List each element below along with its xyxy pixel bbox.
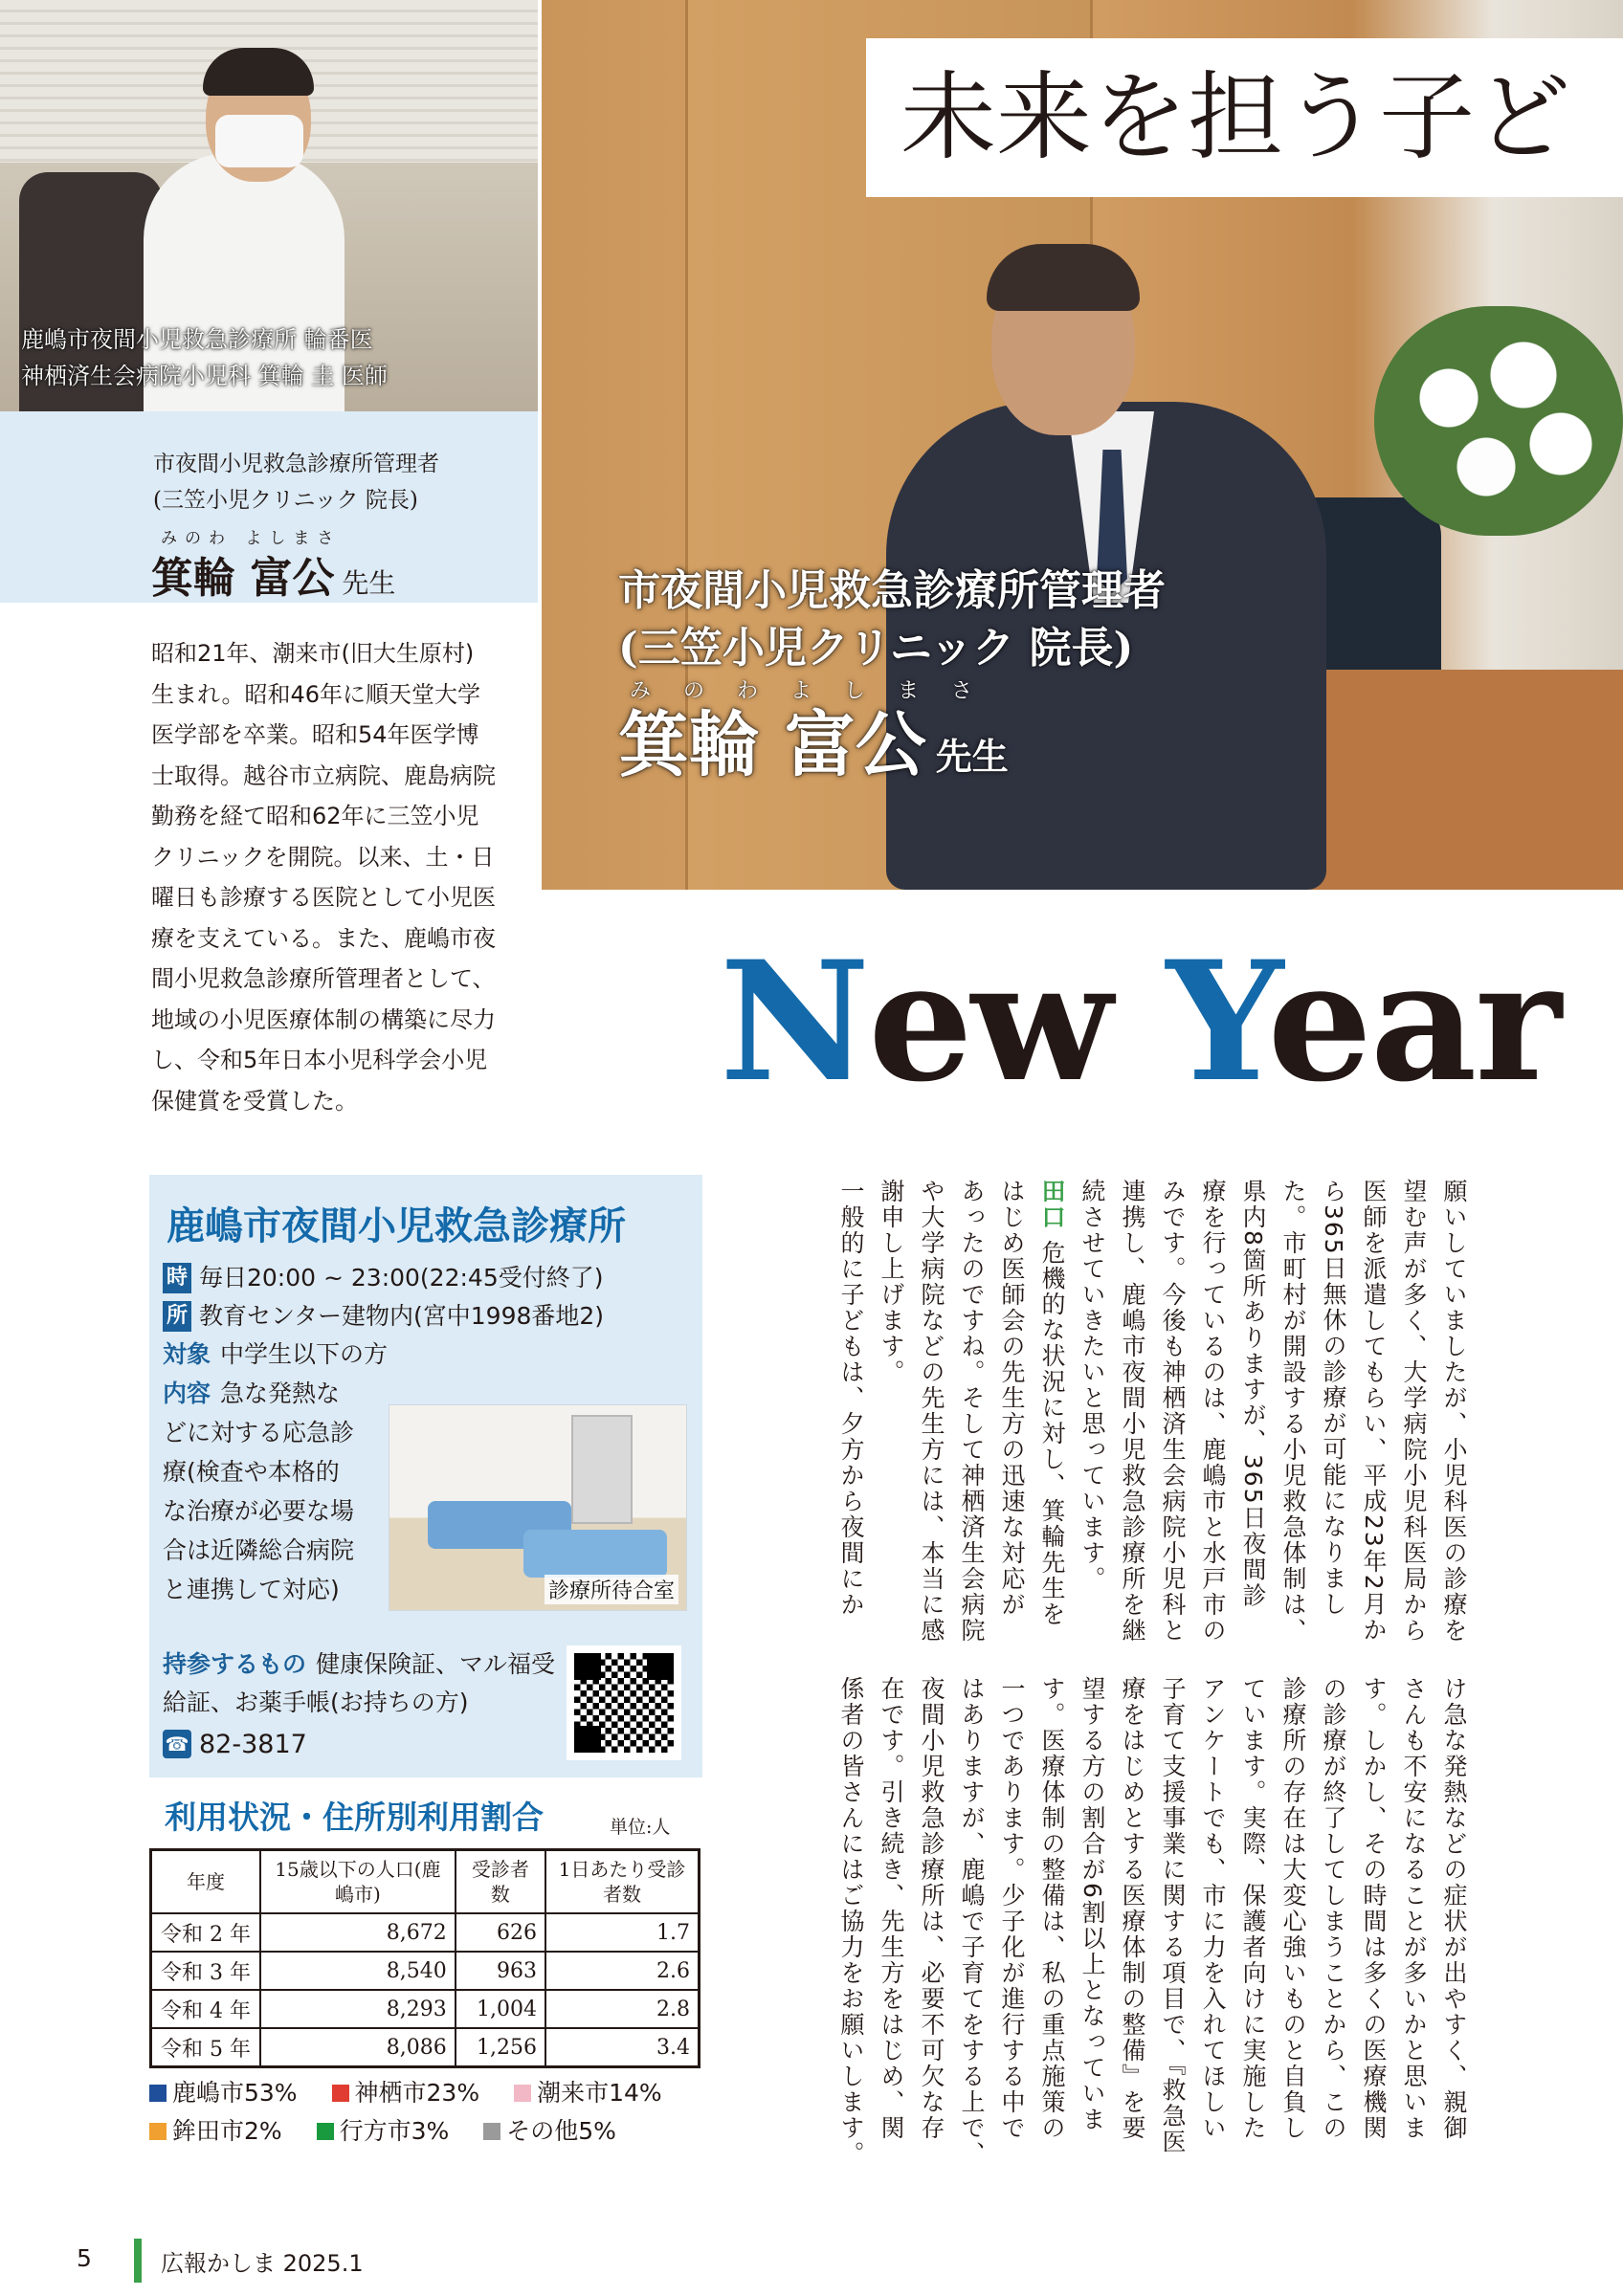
clinic-phone-number: 82-3817 [199, 1730, 307, 1759]
legend-label: 潮来市14% [537, 2079, 662, 2107]
article-line: す。医療体制の整備は、私の重点施策の [1038, 1676, 1066, 2141]
new-year-ear: ear [1267, 924, 1560, 1118]
table-cell: 令和 5 年 [151, 2028, 261, 2067]
doctor-photo [0, 0, 538, 411]
article-line: みです。今後も神栖済生会病院小児科と [1159, 1179, 1187, 1644]
table-cell: 8,540 [260, 1952, 456, 1990]
legend-item [149, 2112, 282, 2151]
article-line: 一般的に子どもは、夕方から夜間にか [837, 1179, 865, 1618]
qr-code-pattern [574, 1653, 674, 1753]
table-cell: 2.6 [545, 1952, 700, 1990]
article-line: た。市町村が開設する小児救急体制は、 [1279, 1179, 1307, 1644]
clinic-content-text: 急な発熱などに対する応急診療(検査や本格的な治療が必要な場合は近隣総合病院と連携して対応) [163, 1380, 355, 1603]
article-line: や大学病院などの先生方には、本当に感 [918, 1179, 945, 1644]
clinic-target-label: 対象 [163, 1340, 211, 1368]
profile-name-text: 箕輪 富公 [151, 554, 335, 603]
photo-side-table [1298, 670, 1623, 890]
usage-table [149, 1848, 700, 2068]
main-photo-honorific: 先生 [935, 735, 1009, 778]
article-line: ら365日無休の診療が可能になりまし [1320, 1179, 1347, 1618]
table-row [151, 1990, 700, 2028]
profile-role [153, 446, 439, 519]
legend-swatch [149, 2085, 167, 2102]
table-cell: 3.4 [545, 2028, 700, 2067]
clinic-phone [163, 1726, 307, 1764]
photo-door [571, 1415, 633, 1524]
article-line: ています。実際、保護者向けに実施した [1239, 1676, 1267, 2141]
article-line: 係者の皆さんにはご協力をお願いします。 [837, 1676, 865, 2167]
article-line: 連携し、鹿嶋市夜間小児救急診療所を継 [1119, 1179, 1146, 1644]
article-line: あったのですね。そして神栖済生会病院 [958, 1179, 986, 1644]
legend-swatch [483, 2123, 500, 2140]
article-line: 療をはじめとする医療体制の整備』を要 [1119, 1676, 1146, 2141]
clinic-content-label: 内容 [163, 1380, 211, 1407]
clinic-bring-text: 健康保険証、マル福受給証、お薬手帳(お持ちの方) [163, 1650, 556, 1716]
table-cell: 8,293 [260, 1990, 456, 2028]
page-number: 5 [77, 2244, 92, 2272]
usage-header-population: 15歳以下の人口(鹿嶋市) [260, 1850, 456, 1914]
speaker-label: 田口 [1038, 1179, 1066, 1230]
legend-item [149, 2074, 298, 2112]
usage-unit: 単位:人 [610, 1817, 671, 1838]
article-line: 一つであります。少子化が進行する中で [998, 1676, 1026, 2141]
clinic-time-tag: 時 [163, 1263, 191, 1293]
article-line: 医師を派遣してもらい、平成23年2月か [1360, 1179, 1388, 1644]
profile-bio: 昭和21年、潮来市(旧大生原村)生まれ。昭和46年に順天堂大学医学部を卒業。昭和54年医学博士取得。越谷市立病院、鹿島病院勤務を経て昭和62年に三笠小児クリニックを開院。以来、土・日曜日も診療する医院として小児医療を支えている。また、鹿嶋市夜間小児救急診療所管理者として、地域の小児医療体制の構築に尽力し、令和5年日本小児科学会小児保健賞を受賞した。 [151, 640, 496, 1115]
legend-swatch [317, 2123, 334, 2140]
clinic-title: 鹿嶋市夜間小児救急診療所 [167, 1203, 626, 1248]
photo-sofa [523, 1530, 667, 1578]
footer-publication: 広報かしま 2025.1 [161, 2250, 364, 2277]
clinic-info-box [149, 1175, 702, 1777]
main-photo-role-line1: 市夜間小児救急診療所管理者 [618, 566, 1166, 615]
table-row [151, 1913, 700, 1952]
article-line: 在です。引き続き、先生方をはじめ、関 [878, 1676, 905, 2141]
doctor-photo-caption [21, 321, 388, 394]
article-line: 子育て支援事業に関する項目で、『救急医 [1159, 1676, 1187, 2155]
article-line: 療を行っているのは、鹿嶋市と水戸市の [1199, 1179, 1227, 1644]
article-line: アンケートでも、市に力を入れてほしい [1199, 1676, 1227, 2141]
legend-swatch [514, 2085, 531, 2102]
article-line: 願いしていましたが、小児科医の診療を [1440, 1179, 1468, 1644]
article-line: はありますが、鹿嶋で子育てをする上で、 [958, 1676, 986, 2167]
clinic-time: 毎日20:00 ~ 23:00(22:45受付終了) [199, 1264, 604, 1292]
legend-item [514, 2074, 662, 2112]
new-year-n: N [720, 924, 869, 1118]
clinic-place: 教育センター建物内(宮中1998番地2) [199, 1302, 605, 1330]
main-photo-role-line2: (三笠小児クリニック 院長) [618, 624, 1134, 673]
clinic-bring [163, 1645, 565, 1722]
table-cell: 2.8 [545, 1990, 700, 2028]
article-line: 診療所の存在は大変心強いものと自負し [1279, 1676, 1307, 2141]
main-photo-caption [618, 563, 1166, 796]
waiting-room-caption: 診療所待合室 [545, 1575, 678, 1604]
clinic-target [163, 1336, 388, 1374]
article-line: 望む声が多く、大学病院小児科医局から [1400, 1179, 1428, 1644]
table-row [151, 2028, 700, 2067]
main-photo-name [618, 706, 1166, 796]
clinic-bring-label: 持参するもの [163, 1650, 307, 1678]
usage-header-year: 年度 [151, 1850, 261, 1914]
new-year-y: Y [1166, 924, 1268, 1118]
new-year-heading [720, 926, 1560, 1117]
doctor-photo-caption-line1: 鹿嶋市夜間小児救急診療所 輪番医 [21, 326, 373, 353]
article-line: 危機的な状況に対し、箕輪先生を [1038, 1239, 1066, 1627]
footer-accent-bar [134, 2239, 142, 2283]
usage-title: 利用状況・住所別利用割合 [165, 1799, 544, 1836]
table-cell: 1,004 [456, 1990, 545, 2028]
table-cell: 1.7 [545, 1913, 700, 1952]
profile-role-line1: 市夜間小児救急診療所管理者 [153, 452, 439, 476]
main-photo-name-ruby: みのわよしまさ [630, 679, 1006, 703]
usage-header-daily: 1日あたり受診者数 [545, 1850, 700, 1914]
profile-role-line2: (三笠小児クリニック 院長) [153, 488, 418, 513]
clinic-place-tag: 所 [163, 1301, 191, 1332]
usage-legend-row2 [149, 2112, 685, 2151]
new-year-ew: ew [868, 924, 1167, 1118]
usage-header-patients: 受診者数 [456, 1850, 545, 1914]
legend-label: 鹿嶋市53% [172, 2079, 298, 2107]
profile-honorific: 先生 [342, 567, 396, 599]
clinic-content [163, 1374, 354, 1609]
legend-swatch [149, 2123, 167, 2140]
clinic-hours [163, 1259, 604, 1297]
article-line: さんも不安になることが多いかと思いま [1400, 1676, 1428, 2141]
article-line: 望する方の割合が6割以上となっていま [1078, 1676, 1106, 2132]
clinic-target-text: 中学生以下の方 [220, 1340, 389, 1368]
article-line: はじめ医師会の先生方の迅速な対応が [998, 1179, 1026, 1618]
profile-name [151, 543, 395, 605]
usage-table-header [151, 1850, 700, 1914]
qr-code[interactable] [567, 1645, 681, 1760]
photo-person-hair [987, 244, 1140, 311]
page-title: 未来を担う子ど [866, 38, 1623, 197]
table-cell: 626 [456, 1913, 545, 1952]
article-line: 謝申し上げます。 [878, 1179, 905, 1385]
photo-orchids [1374, 306, 1623, 536]
article-line: け急な発熱などの症状が出やすく、親御 [1440, 1676, 1468, 2141]
article-line: 夜間小児救急診療所は、必要不可欠な存 [918, 1676, 945, 2141]
photo-doctor-mask [215, 115, 303, 167]
photo-doctor-hair [203, 48, 314, 96]
legend-label: 鉾田市2% [172, 2117, 282, 2145]
legend-item [483, 2112, 616, 2151]
legend-label: その他5% [506, 2117, 616, 2145]
table-row [151, 1952, 700, 1990]
legend-item [317, 2112, 450, 2151]
legend-label: 神栖市23% [354, 2079, 480, 2107]
article-line: 続させていきたいと思っています。 [1078, 1179, 1106, 1592]
table-cell: 令和 2 年 [151, 1913, 261, 1952]
main-photo-name-text: 箕輪 富公 [618, 704, 926, 786]
table-cell: 8,086 [260, 2028, 456, 2067]
legend-label: 行方市3% [339, 2117, 450, 2145]
legend-swatch [332, 2085, 349, 2102]
usage-legend-row1 [149, 2074, 685, 2112]
phone-icon: ☎ [163, 1730, 191, 1758]
article-line: 県内8箇所ありますが、365日夜間診 [1239, 1179, 1267, 1609]
table-cell: 1,256 [456, 2028, 545, 2067]
article-line: の診療が終了してしまうことから、この [1320, 1676, 1347, 2141]
article-block-1 [831, 1179, 1474, 1733]
article-block-2 [831, 1676, 1474, 2231]
article-line: す。しかし、その時間は多くの医療機関 [1360, 1676, 1388, 2141]
table-cell: 令和 3 年 [151, 1952, 261, 1990]
table-cell: 963 [456, 1952, 545, 1990]
waiting-room-photo [389, 1404, 687, 1611]
doctor-photo-caption-line2: 神栖済生会病院小児科 箕輪 圭 医師 [21, 363, 388, 389]
clinic-location [163, 1297, 604, 1336]
table-cell: 令和 4 年 [151, 1990, 261, 2028]
table-cell: 8,672 [260, 1913, 456, 1952]
legend-item [332, 2074, 480, 2112]
profile-name-ruby: みのわ よしまさ [161, 529, 342, 548]
profile-header [0, 411, 538, 603]
